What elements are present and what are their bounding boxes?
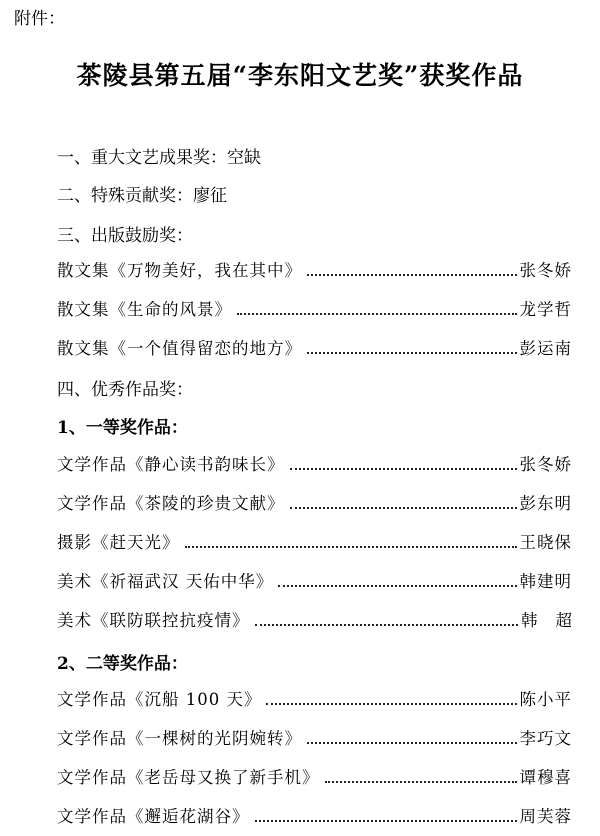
entry-author: 彭运南 [519,339,572,358]
entry-work: 美术《祈福武汉 天佑中华》 [57,572,274,591]
page-title: 茶陵县第五届“李东阳文艺奖”获奖作品 [76,61,524,90]
entry-work: 文学作品《老岳母又换了新手机》 [57,768,320,787]
list-item [57,527,572,553]
list-item [57,605,590,631]
dot-leader [325,781,517,783]
entry-author: 陈小平 [519,690,572,709]
entry-work: 文学作品《茶陵的珍贵文献》 [57,494,285,513]
dot-leader [307,274,517,276]
dot-leader [237,313,517,315]
entry-work: 文学作品《静心读书韵味长》 [57,455,285,474]
entry-work: 文学作品《邂逅花湖谷》 [57,807,250,826]
entry-work: 摄影《赶天光》 [57,533,180,552]
dot-leader [266,703,516,705]
entry-author: 韩超 [521,611,590,630]
dot-leader [255,820,517,822]
first-prize-heading: 1、一等奖作品： [57,418,188,438]
entry-work: 文学作品《沉船 100 天》 [57,690,262,709]
list-item [57,566,572,592]
entry-work: 文学作品《一棵树的光阴婉转》 [57,729,302,748]
second-prize-heading: 2、二等奖作品： [57,654,188,674]
entry-author: 张冬娇 [519,455,572,474]
entry-author: 张冬娇 [519,261,572,280]
entry-author: 彭东明 [519,494,572,513]
entry-author: 周芙蓉 [519,807,572,826]
entry-author: 龙学哲 [519,300,572,319]
entry-author: 谭穆喜 [519,768,572,787]
entry-work: 散文集《一个值得留恋的地方》 [57,339,302,358]
attachment-label: 附件： [14,9,65,29]
section-excellent-works: 四、优秀作品奖： [57,380,193,400]
entry-work: 散文集《万物美好，我在其中》 [57,261,302,280]
list-item [57,449,572,475]
list-item [57,333,572,359]
list-item [57,294,572,320]
entry-work: 散文集《生命的风景》 [57,300,232,319]
dot-leader [278,585,516,587]
list-item [57,762,572,788]
list-item [57,488,572,514]
list-item [57,255,572,281]
dot-leader [290,507,517,509]
list-item [57,684,572,710]
dot-leader [290,468,517,470]
dot-leader [307,352,517,354]
entry-work: 美术《联防联控抗疫情》 [57,611,250,630]
section-special-contribution: 二、特殊贡献奖：廖征 [57,186,227,206]
section-publishing-award: 三、出版鼓励奖： [57,226,193,246]
section-major-award: 一、重大文艺成果奖：空缺 [57,148,261,168]
entry-author: 王晓保 [519,533,572,552]
entry-author: 韩建明 [519,572,572,591]
dot-leader [185,546,517,548]
entry-author: 李巧文 [519,729,572,748]
list-item [57,801,572,827]
dot-leader [307,742,517,744]
dot-leader [255,624,519,626]
list-item [57,723,572,749]
